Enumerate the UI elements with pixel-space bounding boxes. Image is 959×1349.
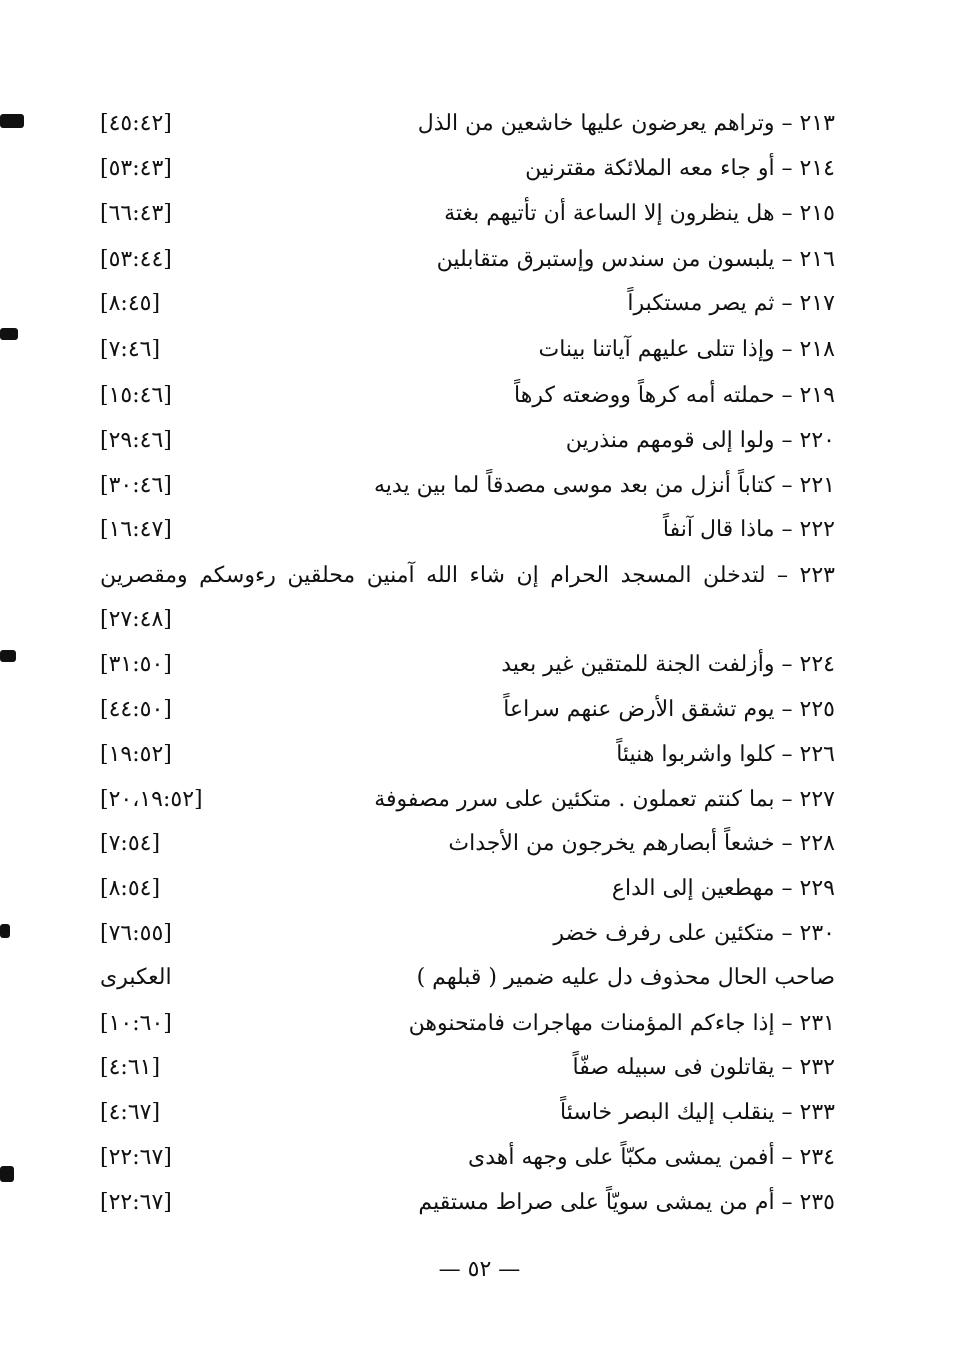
- entry-note: [100, 958, 835, 998]
- entry-220: [100, 421, 835, 461]
- entry-reference: [٢٧:٤٨]: [100, 607, 172, 632]
- entry-text: ٢١٤ – أو جاء معه الملائكة مقترنين: [525, 156, 835, 181]
- entry-216: [100, 240, 835, 280]
- entry-text: ٢١٨ – وإذا تتلى عليهم آياتنا بينات: [538, 337, 835, 362]
- entry-218: [100, 330, 835, 370]
- entry-reference: [٢٢:٦٧]: [100, 1145, 172, 1170]
- entry-221: [100, 466, 835, 506]
- entry-reference: [٣١:٥٠]: [100, 652, 172, 677]
- page-number: — ٥٢ —: [438, 1257, 521, 1282]
- entry-219: [100, 376, 835, 416]
- entry-reference: [١٦:٤٧]: [100, 517, 172, 542]
- entry-reference: [٥٣:٤٤]: [100, 247, 172, 272]
- entry-text: ٢١٩ – حملته أمه كرهاً ووضعته كرهاً: [514, 383, 835, 408]
- entry-text: ٢٢١ – كتاباً أنزل من بعد موسى مصدقاً لما بين يديه: [374, 473, 835, 498]
- entry-222: [100, 510, 835, 550]
- entry-reference: [٢٠،١٩:٥٢]: [100, 787, 203, 812]
- entry-text: ٢٢٩ – مهطعين إلى الداع: [611, 876, 835, 901]
- entry-text: ٢٣٢ – يقاتلون فى سبيله صفّاً: [572, 1055, 835, 1080]
- entry-217: [100, 284, 835, 324]
- entry-reference: [٤:٦٧]: [100, 1100, 161, 1125]
- entry-213: [100, 104, 835, 144]
- entry-reference: [٤٥:٤٢]: [100, 111, 172, 136]
- entry-text: ٢١٣ – وتراهم يعرضون عليها خاشعين من الذل: [417, 111, 835, 136]
- entry-231: [100, 1004, 835, 1044]
- entry-224: [100, 645, 835, 685]
- entry-230: [100, 914, 835, 954]
- entry-text: ٢٢٠ – ولوا إلى قومهم منذرين: [565, 428, 835, 453]
- entry-226: [100, 735, 835, 775]
- entry-233: [100, 1093, 835, 1133]
- scan-edge-mark: [0, 1166, 14, 1182]
- entry-text: ٢١٥ – هل ينظرون إلا الساعة أن تأتيهم بغتة: [444, 201, 835, 226]
- entry-reference: [١٥:٤٦]: [100, 383, 172, 408]
- entry-text: ٢٢٧ – بما كنتم تعملون . متكئين على سرر مصفوفة: [374, 787, 835, 812]
- scan-edge-mark: [0, 650, 16, 662]
- entry-reference: [١٠:٦٠]: [100, 1011, 172, 1036]
- entry-228: [100, 824, 835, 864]
- entry-reference: [٥٣:٤٣]: [100, 156, 172, 181]
- entry-reference: [٧:٥٤]: [100, 831, 161, 856]
- entry-text: ٢٢٨ – خشعاً أبصارهم يخرجون من الأجداث: [448, 831, 835, 856]
- entry-reference: [٤٤:٥٠]: [100, 697, 172, 722]
- entry-text: ٢٢٦ – كلوا واشربوا هنيئاً: [616, 742, 835, 767]
- entry-reference: [٧:٤٦]: [100, 337, 161, 362]
- entry-reference: العكبرى: [100, 965, 172, 990]
- entry-reference: [٤:٦١]: [100, 1055, 161, 1080]
- entry-reference: [٢٢:٦٧]: [100, 1190, 172, 1215]
- entry-229: [100, 869, 835, 909]
- entry-235: [100, 1183, 835, 1223]
- entry-text: ٢١٦ – يلبسون من سندس وإستبرق متقابلين: [436, 247, 835, 272]
- entry-232: [100, 1048, 835, 1088]
- entry-text: ٢٢٣ – لتدخلن المسجد الحرام إن شاء الله آمنين محلقين رءوسكم ومقصرين: [100, 563, 835, 588]
- entry-214: [100, 149, 835, 189]
- entry-text: ٢٣٣ – ينقلب إليك البصر خاسئاً: [560, 1100, 835, 1125]
- entry-text: ٢٣٤ – أفمن يمشى مكبّاً على وجهه أهدى: [468, 1145, 835, 1170]
- scan-edge-mark: [0, 924, 10, 938]
- entry-225: [100, 690, 835, 730]
- entry-223: [100, 556, 835, 596]
- entry-reference: [٢٩:٤٦]: [100, 428, 172, 453]
- entry-text: ٢٢٢ – ماذا قال آنفاً: [662, 517, 835, 542]
- entry-reference: [٦٦:٤٣]: [100, 201, 172, 226]
- entry-227: [100, 780, 835, 820]
- entry-text: ٢٣١ – إذا جاءكم المؤمنات مهاجرات فامتحنوهن: [408, 1011, 835, 1036]
- entry-reference: [١٩:٥٢]: [100, 742, 172, 767]
- entry-text: ٢٣٠ – متكئين على رفرف خضر: [553, 921, 835, 946]
- scan-edge-mark: [0, 114, 24, 128]
- entry-text: ٢٣٥ – أم من يمشى سويّاً على صراط مستقيم: [418, 1190, 835, 1215]
- entry-reference: [٨:٥٤]: [100, 876, 161, 901]
- entry-215: [100, 194, 835, 234]
- entry-text: صاحب الحال محذوف دل عليه ضمير ( قبلهم ): [416, 965, 835, 990]
- scan-edge-mark: [0, 328, 18, 340]
- entry-text: ٢١٧ – ثم يصر مستكبراً: [627, 291, 835, 316]
- entry-234: [100, 1138, 835, 1178]
- entry-223-reference-line: [100, 600, 835, 640]
- entry-reference: [٧٦:٥٥]: [100, 921, 172, 946]
- entry-text: ٢٢٤ – وأزلفت الجنة للمتقين غير بعيد: [501, 652, 835, 677]
- entry-text: ٢٢٥ – يوم تشقق الأرض عنهم سراعاً: [503, 697, 835, 722]
- entry-reference: [٨:٤٥]: [100, 291, 161, 316]
- entry-reference: [٣٠:٤٦]: [100, 473, 172, 498]
